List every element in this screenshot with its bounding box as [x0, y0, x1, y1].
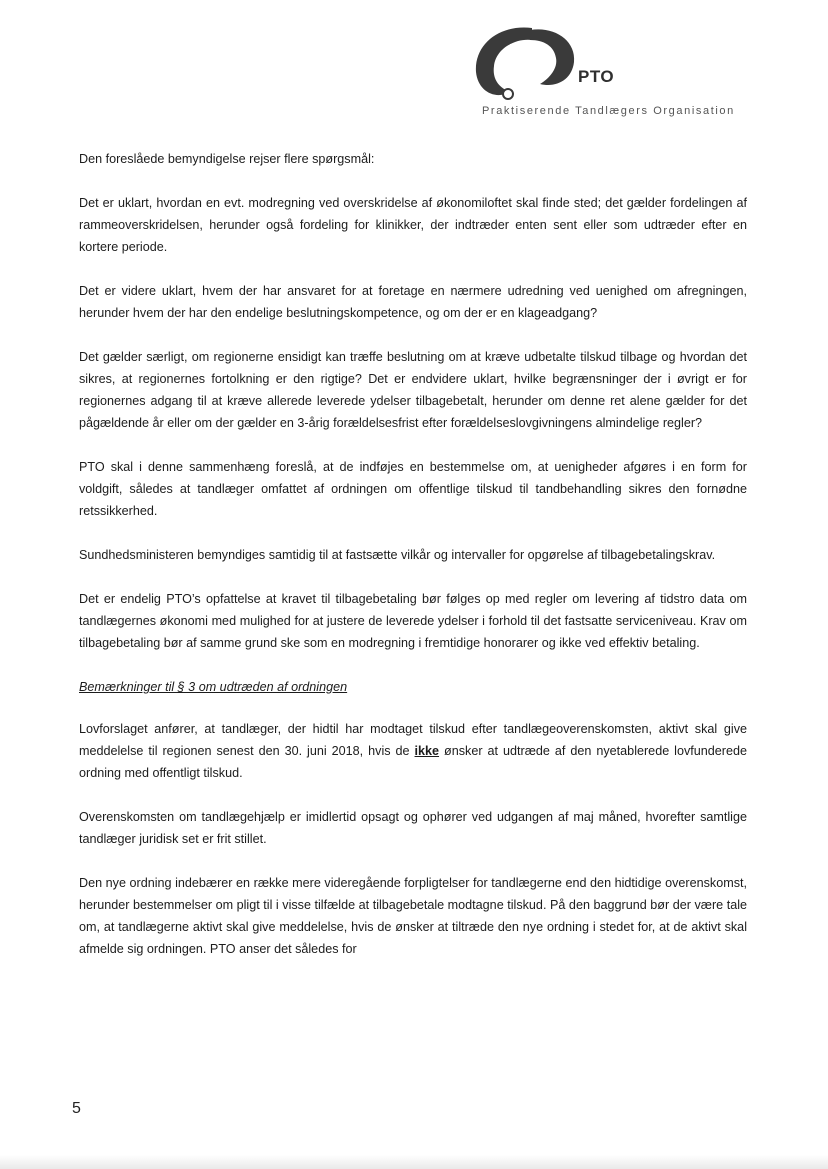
scan-edge-shadow	[0, 1155, 828, 1169]
paragraph: Det er videre uklart, hvem der har ansvaret for at foretage en nærmere udredning ved uenighed om afregningen, herunder hvem der har den endelige beslutningskompetence, og om der er en klageadgang?	[79, 284, 747, 320]
page-number: 5	[72, 1100, 81, 1117]
paragraph: Det gælder særligt, om regionerne ensidigt kan træffe beslutning om at kræve udbetalte tilskud tilbage og hvordan det sikres, at regionernes fortolkning er den rigtige? Det er endvidere uklart, hvilke begrænsninger der i øvrigt er for regionernes adgang til at kræve allerede leverede ydelser tilbagebetalt, herunder om denne ret alene gælder for det pågældende år eller om der gælder en 3-årig forældelsesfrist efter forældelseslovgivningens almindelige regler?	[79, 350, 747, 430]
paragraph-text: ønsker at udtræde af den nyetablerede lovfunderede ordning med offentligt tilskud.	[79, 744, 748, 780]
paragraph	[79, 718, 747, 784]
paragraph: Overenskomsten om tandlægehjælp er imidlertid opsagt og ophører ved udgangen af maj måned, hvorefter samtlige tandlæger juridisk set er frit stillet.	[79, 810, 747, 846]
paragraph: Den foreslåede bemyndigelse rejser flere spørgsmål:	[79, 152, 375, 166]
paragraph: Det er endelig PTO’s opfattelse at kravet til tilbagebetaling bør følges op med regler om levering af tidstro data om tandlægernes økonomi med mulighed for at justere de leverede ydelser i forhold til det fastsatte serviceniveau. Krav om tilbagebetaling bør af samme grund ske som en modregning i fremtidige honorarer og ikke ved effektiv betaling.	[79, 592, 747, 650]
section-heading: Bemærkninger til § 3 om udtræden af ordningen	[79, 680, 348, 694]
paragraph: Sundhedsministeren bemyndiges samtidig til at fastsætte vilkår og intervaller for opgørelse af tilbagebetalingskrav.	[79, 548, 716, 562]
paragraph: Den nye ordning indebærer en række mere videregående forpligtelser for tandlægerne end den hidtidige overenskomst, herunder bestemmelser om pligt til i visse tilfælde at tilbagebetale modtagne tilskud. På den baggrund bør der være tale om, at tandlægerne aktivt skal give meddelelse, hvis de ønsker at tiltræde den nye ordning i stedet for, at de aktivt skal afmelde sig ordningen. PTO anser det således for	[79, 876, 747, 956]
logo-name: PTO	[578, 67, 615, 86]
logo-tagline: Praktiserende Tandlægers Organisation	[482, 105, 735, 117]
paragraph: Det er uklart, hvordan en evt. modregning ved overskridelse af økonomiloftet skal finde sted; det gælder fordelingen af rammeoverskridelsen, herunder også fordeling for klinikker, der indtræder enten sent eller som udtræder efter en kortere periode.	[79, 196, 747, 254]
paragraph-text: Lovforslaget anfører, at tandlæger, der hidtil har modtaget tilskud efter tandlægeoverenskomsten, aktivt skal give meddelelse til regionen senest den 30. juni 2018, hvis de	[79, 722, 747, 758]
pto-logo	[470, 22, 740, 122]
tooth-logo-icon	[470, 22, 580, 104]
paragraph: PTO skal i denne sammenhæng foreslå, at de indføjes en bestemmelse om, at uenigheder afgøres i en form for voldgift, således at tandlæger omfattet af ordningen om offentlige tilskud til tandbehandling sikres den fornødne retssikkerhed.	[79, 460, 747, 518]
emphasized-word: ikke	[414, 744, 440, 758]
document-body	[79, 148, 747, 982]
